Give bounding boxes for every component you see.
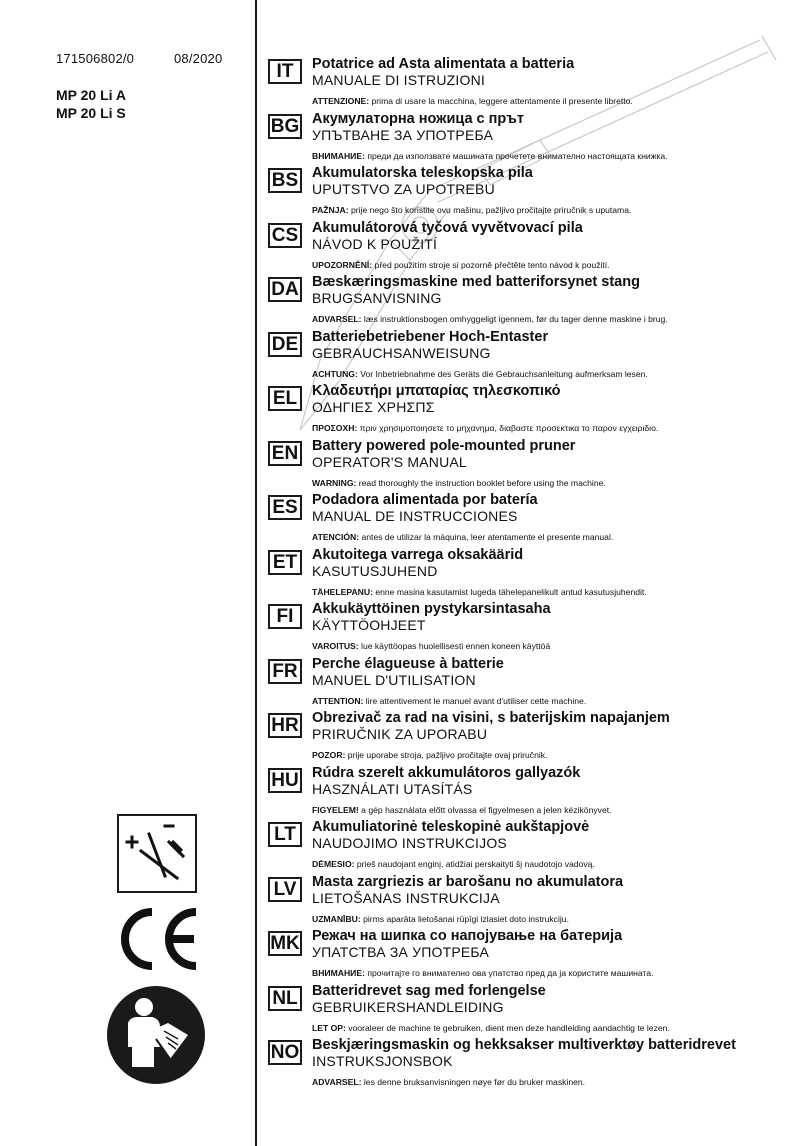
manual-subtitle: BRUGSANVISNING — [312, 290, 442, 306]
product-title: Akutoitega varrega oksakäärid — [312, 546, 524, 563]
manual-subtitle: KASUTUSJUHEND — [312, 562, 438, 579]
language-entry-mk — [268, 925, 798, 980]
manual-subtitle: KÄYTTÖOHJEET — [312, 617, 426, 633]
ce-mark-icon — [112, 906, 202, 972]
warning-text: enne masina kasutamist lugeda tähelepanelikult antud kasutusjuhendit. — [372, 586, 647, 597]
manual-subtitle: УПАТСТВА ЗА УПОТРЕБА — [312, 944, 490, 960]
warning-text: læs instruktionsbogen omhyggeligt igennem, før du tager denne maskine i brug. — [361, 314, 668, 324]
language-entry-en — [268, 435, 798, 490]
language-entry-bg — [268, 108, 798, 163]
manual-subtitle: PRIRUČNIK ZA UPORABU — [312, 726, 488, 742]
language-text — [312, 493, 798, 543]
product-title: Podadora alimentada por batería — [312, 492, 538, 508]
warning-label: ADVARSEL: — [312, 1077, 362, 1087]
language-code: HU — [268, 768, 302, 793]
warning-note — [312, 641, 798, 652]
warning-note — [312, 968, 798, 979]
warning-label: VAROITUS: — [312, 641, 359, 651]
column-divider — [255, 0, 257, 1146]
warning-text: πριν χρησιμοποιησετε το μηχανημα, διαβαστε προσεκτικα το παρον εγχειριδιο. — [357, 423, 659, 433]
language-code: EL — [268, 386, 302, 411]
language-text — [312, 711, 798, 761]
language-entry-et — [268, 544, 798, 599]
document-date: 08/2020 — [174, 51, 223, 66]
warning-label: ATENCIÓN: — [312, 532, 360, 542]
warning-text: преди да използвате машината прочетете внимателно настоящата книжка. — [364, 150, 668, 161]
warning-text: prije uporabe stroja, pažljivo pročitajte ovaj priručnik. — [345, 750, 548, 760]
manual-subtitle: OPERATOR'S MANUAL — [312, 453, 467, 470]
warning-note — [312, 750, 798, 761]
warning-text: read thoroughly the instruction booklet before using the machine. — [356, 477, 606, 488]
product-title: Akumulatorska teleskopska pila — [312, 165, 533, 181]
language-entry-bs — [268, 162, 798, 217]
language-code: NL — [268, 986, 302, 1011]
language-entry-fi — [268, 598, 798, 653]
warning-label: UZMANĪBU: — [312, 913, 361, 924]
model-list — [56, 86, 126, 122]
language-code: HR — [268, 713, 302, 738]
left-column — [0, 0, 256, 1146]
language-code: CS — [268, 223, 302, 248]
warning-note — [312, 260, 798, 271]
warning-label: ACHTUNG: — [312, 368, 358, 379]
manual-subtitle: NÁVOD K POUŽITÍ — [312, 235, 438, 252]
product-title: Battery powered pole-mounted pruner — [312, 437, 576, 454]
warning-label: TÄHELEPANU: — [312, 586, 373, 597]
warning-label: ВНИМАНИЕ: — [312, 150, 365, 161]
manual-subtitle: INSTRUKSJONSBOK — [312, 1053, 453, 1069]
warning-note — [312, 1023, 798, 1034]
warning-note — [312, 423, 798, 434]
warning-label: ADVARSEL: — [312, 314, 362, 324]
language-code: MK — [268, 931, 302, 956]
language-text — [312, 330, 798, 380]
product-title: Beskjæringsmaskin og hekksakser multiverktøy batteridrevet — [312, 1037, 736, 1053]
manual-subtitle: ΟΔΗΓΙΕΣ ΧΡΗΣΠΣ — [312, 399, 435, 415]
read-manual-icon — [106, 985, 206, 1085]
warning-note — [312, 696, 798, 707]
language-entry-nl — [268, 980, 798, 1035]
language-list — [268, 53, 798, 1089]
language-text — [312, 439, 798, 489]
language-entry-cs — [268, 217, 798, 272]
product-title: Акумулаторна ножица с прът — [312, 110, 524, 127]
warning-text: lire attentivement le manuel avant d'utiliser cette machine. — [363, 695, 587, 706]
warning-note — [312, 914, 798, 925]
product-title: Batteriebetriebener Hoch-Entaster — [312, 328, 549, 345]
language-code: DA — [268, 277, 302, 302]
manual-subtitle: УПЪТВАНЕ ЗА УПОТРЕБА — [312, 126, 494, 143]
model-name: MP 20 Li S — [56, 105, 126, 121]
warning-note — [312, 859, 798, 870]
product-title: Obrezivač za rad na visini, s baterijskim napajanjem — [312, 710, 670, 726]
manual-subtitle: LIETOŠANAS INSTRUKCIJA — [312, 889, 500, 906]
language-text — [312, 602, 798, 652]
product-title: Bæskæringsmaskine med batteriforsynet stang — [312, 274, 640, 290]
language-text — [312, 1038, 798, 1088]
language-code: BG — [268, 114, 302, 139]
warning-text: pirms aparāta lietošanai rūpīgi izlasiet doto instrukciju. — [360, 913, 569, 924]
language-code: FR — [268, 659, 302, 684]
manual-subtitle: MANUAL DE INSTRUCCIONES — [312, 508, 518, 524]
manual-subtitle: UPUTSTVO ZA UPOTREBU — [312, 181, 495, 197]
warning-note — [312, 478, 798, 489]
language-text — [312, 57, 798, 107]
product-title: Akumulátorová tyčová vyvětvovací pila — [312, 219, 583, 236]
warning-note — [312, 151, 798, 162]
product-title: Masta zargriezis ar barošanu no akumulatora — [312, 873, 624, 890]
warning-text: antes de utilizar la máquina, leer atentamente el presente manual. — [359, 532, 614, 542]
warning-note — [312, 587, 798, 598]
warning-text: les denne bruksanvisningen nøye før du bruker maskinen. — [361, 1077, 586, 1087]
product-title: Rúdra szerelt akkumulátoros gallyazók — [312, 764, 581, 781]
product-title: Potatrice ad Asta alimentata a batteria — [312, 56, 575, 72]
language-entry-lt — [268, 816, 798, 871]
manual-subtitle: MANUALE DI ISTRUZIONI — [312, 72, 485, 88]
language-entry-hu — [268, 762, 798, 817]
language-entry-es — [268, 489, 798, 544]
product-title: Perche élagueuse à batterie — [312, 655, 504, 672]
manual-subtitle: NAUDOJIMO INSTRUKCIJOS — [312, 835, 507, 851]
warning-label: FIGYELEM! — [312, 804, 359, 815]
warning-label: PAŽNJA: — [312, 205, 349, 215]
language-code: BS — [268, 168, 302, 193]
language-entry-de — [268, 326, 798, 381]
warning-text: prima di usare la macchina, leggere attentamente il presente libretto. — [369, 96, 633, 106]
warning-label: ATTENZIONE: — [312, 96, 370, 106]
product-title: Κλαδευτήρι μπαταρίας τηλεσκοπικό — [312, 383, 561, 399]
language-entry-da — [268, 271, 798, 326]
warning-note — [312, 805, 798, 816]
language-text — [312, 221, 798, 271]
product-title: Режач на шипка со напојување на батерија — [312, 928, 623, 944]
manual-subtitle: GEBRUIKERSHANDLEIDING — [312, 998, 504, 1015]
warning-note — [312, 96, 798, 107]
language-text — [312, 820, 798, 870]
warning-note — [312, 532, 798, 543]
document-code: 171506802/0 — [56, 51, 135, 66]
battery-polarity-icon — [117, 814, 197, 893]
warning-label: WARNING: — [312, 477, 357, 488]
document-meta — [56, 51, 223, 66]
language-entry-el — [268, 380, 798, 435]
language-code: IT — [268, 59, 302, 84]
language-entry-no — [268, 1034, 798, 1089]
warning-text: Vor Inbetriebnahme des Geräts die Gebrauchsanleitung aufmerksam lesen. — [357, 368, 648, 379]
product-title: Akkukäyttöinen pystykarsintasaha — [312, 601, 551, 617]
warning-label: ВНИМАНИЕ: — [312, 968, 365, 978]
warning-label: ΠΡΟΣΟΧΗ: — [312, 423, 358, 433]
warning-text: a gép használata előtt olvassa el figyelmesen a jelen kézikönyvet. — [358, 804, 612, 815]
language-text — [312, 984, 798, 1034]
model-name: MP 20 Li A — [56, 87, 127, 103]
language-text — [312, 548, 798, 598]
language-text — [312, 275, 798, 325]
manual-subtitle: HASZNÁLATI UTASÍTÁS — [312, 780, 473, 797]
language-code: EN — [268, 441, 302, 466]
manual-subtitle: GEBRAUCHSANWEISUNG — [312, 344, 491, 361]
manual-subtitle: MANUEL D'UTILISATION — [312, 671, 476, 688]
product-title: Akumuliatorinė teleskopinė aukštapjovė — [312, 819, 590, 835]
warning-note — [312, 205, 798, 216]
language-entry-hr — [268, 707, 798, 762]
language-code: NO — [268, 1040, 302, 1065]
language-text — [312, 875, 798, 925]
language-text — [312, 166, 798, 216]
warning-label: DĖMESIO: — [312, 859, 355, 869]
language-entry-fr — [268, 653, 798, 708]
warning-text: prieš naudojant enginį, atidžiai perskaityti šį naudotojo vadovą. — [354, 859, 595, 869]
warning-label: ATTENTION: — [312, 695, 364, 706]
language-code: FI — [268, 604, 302, 629]
warning-note — [312, 1077, 798, 1088]
product-title: Batteridrevet sag med forlengelse — [312, 982, 546, 999]
warning-label: POZOR: — [312, 750, 346, 760]
warning-text: prije nego što koristite ovu mašinu, pažljivo pročitajte priručnik s uputama. — [348, 205, 632, 215]
language-code: DE — [268, 332, 302, 357]
language-entry-lv — [268, 871, 798, 926]
warning-note — [312, 314, 798, 325]
language-code: ET — [268, 550, 302, 575]
warning-label: UPOZORNĚNÍ: — [312, 259, 373, 270]
language-text — [312, 657, 798, 707]
language-text — [312, 766, 798, 816]
warning-text: vooraleer de machine te gebruiken, dient men deze handleiding aandachtig te lezen. — [345, 1022, 670, 1033]
language-text — [312, 929, 798, 979]
language-text — [312, 384, 798, 434]
language-code: LT — [268, 822, 302, 847]
warning-text: před použitím stroje si pozorně přečtěte tento návod k použití. — [372, 259, 610, 270]
warning-label: LET OP: — [312, 1022, 346, 1033]
language-text — [312, 112, 798, 162]
warning-text: lue käyttöopas huolellisesti ennen koneen käyttöä — [358, 641, 551, 651]
language-code: LV — [268, 877, 302, 902]
warning-text: прочитајте го внимателно ова упатство пред да ја користите машината. — [364, 968, 654, 978]
language-code: ES — [268, 495, 302, 520]
language-entry-it — [268, 53, 798, 108]
warning-note — [312, 369, 798, 380]
